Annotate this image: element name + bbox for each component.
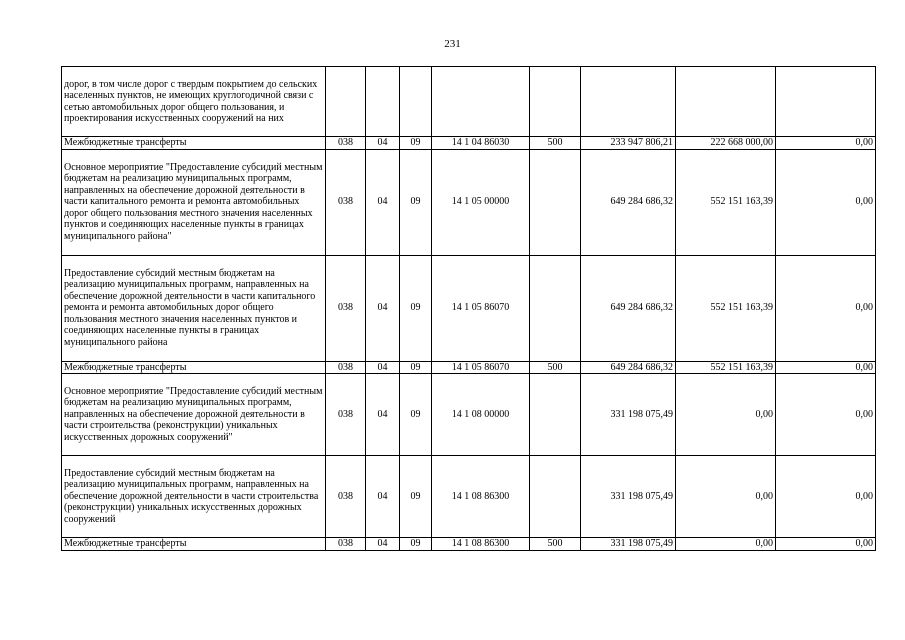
cell-csr: 14 1 05 86070 <box>432 361 530 374</box>
cell-rz: 04 <box>366 456 400 538</box>
cell-vr: 500 <box>530 361 581 374</box>
cell-csr: 14 1 05 86070 <box>432 255 530 361</box>
cell-vr <box>530 149 581 255</box>
row-name: Межбюджетные трансферты <box>62 137 326 150</box>
table-row <box>62 255 876 361</box>
cell-sum-2: 0,00 <box>676 456 776 538</box>
row-name: Основное мероприятие "Предоставление субсидий местным бюджетам на реализацию муниципальных программ, направленных на обеспечение дорожной деятельности в части строительства (реконструкции) уникальных искусственных дорожных сооружений" <box>62 374 326 456</box>
table-row <box>62 67 876 137</box>
cell-sum-2: 222 668 000,00 <box>676 137 776 150</box>
cell-csr: 14 1 04 86030 <box>432 137 530 150</box>
budget-table <box>61 66 876 551</box>
cell-grbs: 038 <box>326 538 366 551</box>
cell-grbs: 038 <box>326 374 366 456</box>
cell-rz: 04 <box>366 255 400 361</box>
cell-pr: 09 <box>400 456 432 538</box>
table-row <box>62 361 876 374</box>
cell-sum-1 <box>581 67 676 137</box>
cell-csr: 14 1 08 00000 <box>432 374 530 456</box>
row-name: дорог, в том числе дорог с твердым покрытием до сельских населенных пунктов, не имеющих круглогодичной связи с сетью автомобильных дорог общего пользования, и проектирования искусственных сооружений на них <box>62 67 326 137</box>
page-number: 231 <box>444 38 461 50</box>
cell-sum-2: 552 151 163,39 <box>676 361 776 374</box>
cell-vr <box>530 456 581 538</box>
table-row <box>62 149 876 255</box>
cell-pr: 09 <box>400 538 432 551</box>
cell-sum-1: 649 284 686,32 <box>581 361 676 374</box>
cell-sum-2: 552 151 163,39 <box>676 255 776 361</box>
cell-sum-3: 0,00 <box>776 361 876 374</box>
cell-csr: 14 1 08 86300 <box>432 538 530 551</box>
table-row <box>62 456 876 538</box>
cell-sum-3: 0,00 <box>776 149 876 255</box>
cell-sum-2 <box>676 67 776 137</box>
row-name: Предоставление субсидий местным бюджетам на реализацию муниципальных программ, направленных на обеспечение дорожной деятельности в части строительства (реконструкции) уникальных искусственных дорожных сооружений <box>62 456 326 538</box>
cell-rz: 04 <box>366 538 400 551</box>
row-name: Межбюджетные трансферты <box>62 361 326 374</box>
cell-csr: 14 1 08 86300 <box>432 456 530 538</box>
cell-sum-2: 0,00 <box>676 538 776 551</box>
cell-sum-2: 552 151 163,39 <box>676 149 776 255</box>
cell-grbs: 038 <box>326 137 366 150</box>
cell-sum-1: 649 284 686,32 <box>581 149 676 255</box>
cell-sum-2: 0,00 <box>676 374 776 456</box>
cell-vr <box>530 374 581 456</box>
row-name: Межбюджетные трансферты <box>62 538 326 551</box>
cell-sum-1: 331 198 075,49 <box>581 374 676 456</box>
cell-pr: 09 <box>400 137 432 150</box>
row-name: Основное мероприятие "Предоставление субсидий местным бюджетам на реализацию муниципальных программ, направленных на обеспечение дорожной деятельности в части капитального ремонта и ремонта автомобильных дорог общего пользования местного значения населенных пунктов и соединяющих населенные пункты в границах муниципального района" <box>62 149 326 255</box>
cell-sum-3: 0,00 <box>776 456 876 538</box>
cell-vr: 500 <box>530 538 581 551</box>
cell-pr: 09 <box>400 255 432 361</box>
cell-sum-1: 331 198 075,49 <box>581 538 676 551</box>
cell-sum-3: 0,00 <box>776 137 876 150</box>
cell-csr <box>432 67 530 137</box>
table-row <box>62 374 876 456</box>
cell-grbs: 038 <box>326 361 366 374</box>
cell-pr <box>400 67 432 137</box>
cell-rz <box>366 67 400 137</box>
cell-pr: 09 <box>400 374 432 456</box>
cell-sum-3 <box>776 67 876 137</box>
cell-sum-1: 331 198 075,49 <box>581 456 676 538</box>
cell-csr: 14 1 05 00000 <box>432 149 530 255</box>
cell-sum-3: 0,00 <box>776 255 876 361</box>
cell-sum-1: 233 947 806,21 <box>581 137 676 150</box>
row-name: Предоставление субсидий местным бюджетам на реализацию муниципальных программ, направленных на обеспечение дорожной деятельности в части капитального ремонта и ремонта автомобильных дорог общего пользования местного значения населенных пунктов и соединяющих населенные пункты в границах муниципального района <box>62 255 326 361</box>
cell-rz: 04 <box>366 361 400 374</box>
cell-rz: 04 <box>366 374 400 456</box>
cell-vr <box>530 255 581 361</box>
cell-vr: 500 <box>530 137 581 150</box>
cell-rz: 04 <box>366 149 400 255</box>
cell-grbs: 038 <box>326 255 366 361</box>
cell-pr: 09 <box>400 149 432 255</box>
cell-vr <box>530 67 581 137</box>
cell-grbs: 038 <box>326 456 366 538</box>
cell-grbs: 038 <box>326 149 366 255</box>
cell-sum-1: 649 284 686,32 <box>581 255 676 361</box>
cell-grbs <box>326 67 366 137</box>
table-row <box>62 137 876 150</box>
cell-rz: 04 <box>366 137 400 150</box>
cell-pr: 09 <box>400 361 432 374</box>
cell-sum-3: 0,00 <box>776 374 876 456</box>
table-row <box>62 538 876 551</box>
cell-sum-3: 0,00 <box>776 538 876 551</box>
